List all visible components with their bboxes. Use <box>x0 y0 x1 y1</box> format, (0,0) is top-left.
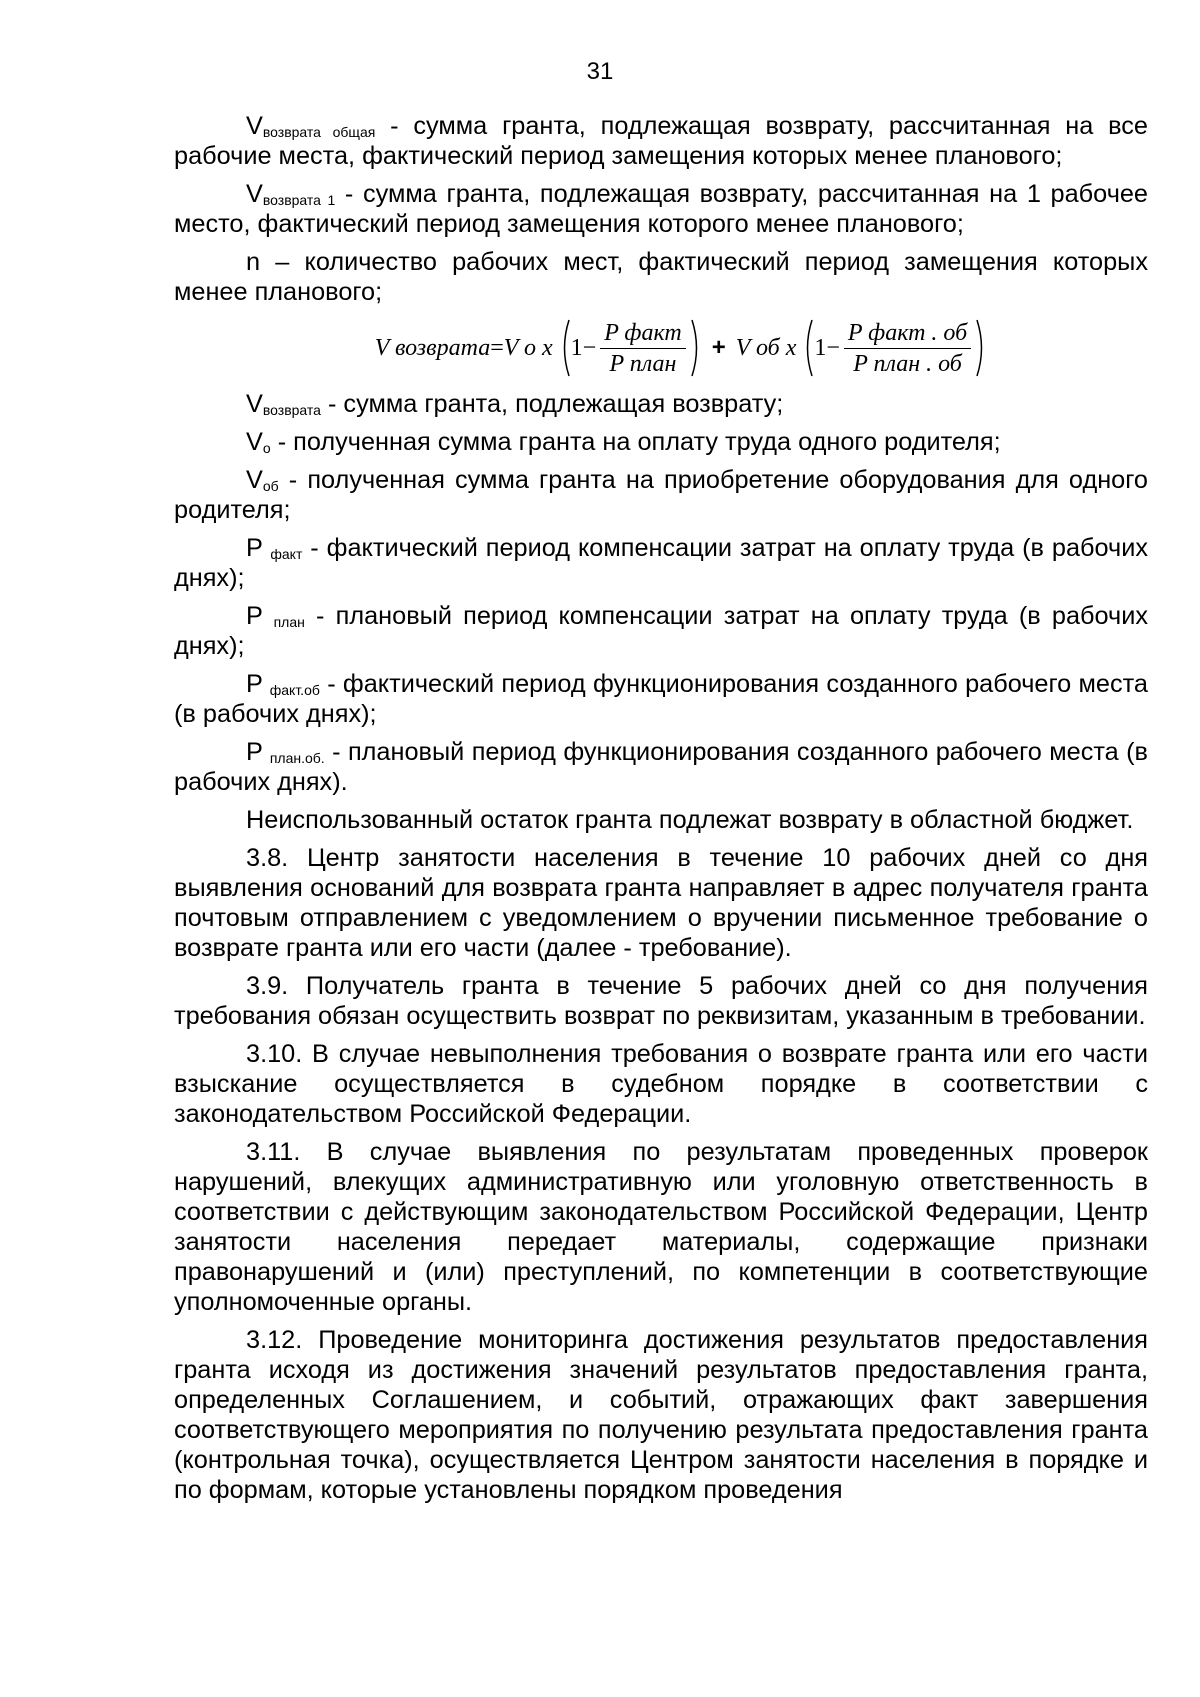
right-paren-2 <box>975 318 987 378</box>
formula-term2-coef: V об x <box>735 335 797 361</box>
formula-lhs: V возврата <box>374 335 491 361</box>
paragraph-3-10: 3.10. В случае невыполнения требования о возврате гранта или его части взыскание осуществляется в судебном порядке в соответствии с законодательством Российской Федерации. <box>174 1040 1148 1128</box>
definition-v-return: $V_{возврата}$ - сумма гранта, подлежащая возврату; <box>246 390 784 418</box>
definition-v-o: $V_о$ - полученная сумма гранта на оплату труда одного родителя; <box>246 428 1001 456</box>
formula-term1-coef: V о x <box>503 335 553 361</box>
fraction-2-denominator: P план . об <box>853 350 962 377</box>
definition-v-return-total: $V_{возврата общая}$ - сумма гранта, подлежащая возврату, рассчитанная на все рабочие места, фактический период замещения которых менее планового; <box>174 112 1148 170</box>
fraction-1-numerator: P факт <box>600 320 686 349</box>
fraction-2-numerator: P факт . об <box>844 320 971 349</box>
fraction-1 <box>600 320 686 377</box>
definition-n: n – количество рабочих мест, фактический период замещения которых менее планового; <box>174 248 1148 306</box>
left-paren-2 <box>802 318 814 378</box>
formula-one-2: 1 <box>814 335 827 361</box>
fraction-2 <box>844 320 971 377</box>
definition-v-return-1: $V_{возврата 1}$ - сумма гранта, подлежащая возврату, рассчитанная на 1 рабочее место, фактический период замещения которого менее планового; <box>174 180 1149 238</box>
right-paren-1 <box>690 318 702 378</box>
definition-p-plan-ob: P $_{план.об.}$ - плановый период функционирования созданного рабочего места (в рабочих днях). <box>174 738 1148 796</box>
formula-one-1: 1 <box>570 335 583 361</box>
fraction-1-denominator: P план <box>609 350 677 377</box>
return-formula <box>174 315 1148 381</box>
paragraph-3-12: 3.12. Проведение мониторинга достижения результатов предоставления гранта исходя из достижения значений результатов предоставления гранта, определенных Соглашением, и событий, отражающих факт завершения соответствующего мероприятия по получению результата предоставления гранта (контрольная точка), осуществляется Центром занятости населения в порядке и по формам, которые установлены порядком проведения <box>174 1326 1148 1504</box>
page-number: 31 <box>586 58 614 85</box>
paragraph-3-9: 3.9. Получатель гранта в течение 5 рабочих дней со дня получения требования обязан осуществить возврат по реквизитам, указанным в требовании. <box>174 972 1148 1030</box>
definition-p-plan: P $_{план}$ - плановый период компенсации затрат на оплату труда (в рабочих днях); <box>174 602 1148 660</box>
formula-plus: + <box>711 334 726 361</box>
formula-minus-1: − <box>582 335 597 361</box>
formula-minus-2: − <box>826 335 840 361</box>
paragraph-3-8: 3.8. Центр занятости населения в течение 10 рабочих дней со дня выявления оснований для возврата гранта направляет в адрес получателя гранта почтовым отправлением с уведомлением о вручении письменное требование о возврате гранта или его части (далее - требование). <box>174 844 1148 962</box>
definition-p-fact-ob: P $_{факт.об}$ - фактический период функционирования созданного рабочего места (в рабочих днях); <box>174 670 1148 728</box>
formula-equals: = <box>490 335 504 361</box>
left-paren-1 <box>559 318 571 378</box>
paragraph-unused-balance: Неиспользованный остаток гранта подлежат возврату в областной бюджет. <box>246 806 1134 834</box>
definition-p-fact: P $_{факт}$ - фактический период компенсации затрат на оплату труда (в рабочих днях); <box>174 534 1148 592</box>
paragraph-3-11: 3.11. В случае выявления по результатам проведенных проверок нарушений, влекущих административную или уголовную ответственность в соответствии с действующим законодательством Российской Федерации, Центр занятости населения передает материалы, содержащие признаки правонарушений и (или) преступлений, по компетенции в соответствующие уполномоченные органы. <box>174 1138 1148 1316</box>
definition-v-ob: $V_{об}$ - полученная сумма гранта на приобретение оборудования для одного родителя; <box>174 466 1148 524</box>
document-body <box>174 111 1148 1513</box>
